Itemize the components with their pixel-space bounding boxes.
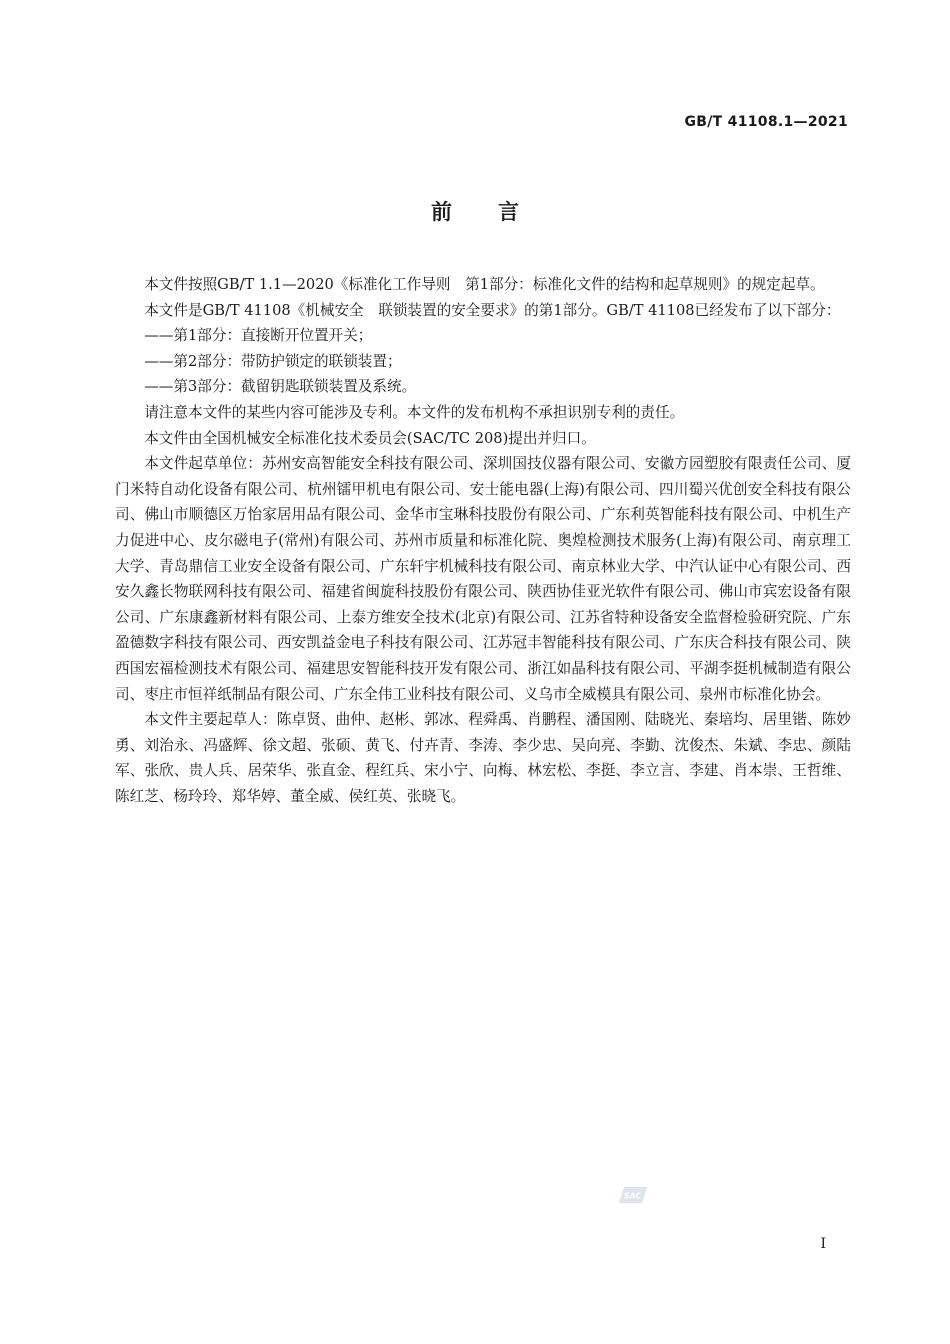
sac-watermark-icon (618, 1184, 648, 1206)
foreword-body (115, 272, 851, 809)
list-item-part-2: ——第2部分：带防护锁定的联锁装置； (144, 352, 402, 370)
watermark-text: SAC (623, 1191, 642, 1201)
paragraph-proposer: 本文件由全国机械安全标准化技术委员会(SAC/TC 208)提出并归口。 (144, 429, 596, 447)
paragraph-drafting-rules: 本文件按照GB/T 1.1—2020《标准化工作导则 第1部分：标准化文件的结构和起草规则》的规定起草。 (144, 276, 825, 293)
paragraph-drafters: 本文件主要起草人：陈卓贤、曲仲、赵彬、郭冰、程舜禹、肖鹏程、潘国刚、陆晓光、秦培均、居里锴、陈妙勇、刘治永、冯盛辉、徐文超、张硕、黄飞、付卉青、李涛、李少忠、吴向亮、李勤、沈俊杰、朱斌、李忠、颜陆军、张欣、贵人兵、居荣华、张直金、程红兵、宋小宁、向梅、林宏松、李挺、李立言、李建、肖本崇、王哲维、陈红芝、杨玲玲、郑华婷、董全威、侯红英、张晓飞。 (115, 711, 851, 805)
list-item-part-1: ——第1部分：直接断开位置开关； (144, 327, 373, 345)
standard-code: GB/T 41108.1—2021 (684, 114, 848, 130)
paragraph-drafting-units: 本文件起草单位：苏州安高智能安全科技有限公司、深圳国技仪器有限公司、安徽方园塑胶有限责任公司、厦门米特自动化设备有限公司、杭州镭甲机电有限公司、安士能电器(上海)有限公司、四川蜀兴优创安全科技有限公司、佛山市顺德区万怡家居用品有限公司、金华市宝琳科技股份有限公司、广东利英智能科技有限公司、中机生产力促进中心、皮尔磁电子(常州)有限公司、苏州市质量和标准化院、奥煌检测技术服务(上海)有限公司、南京理工大学、青岛鼎信工业安全设备有限公司、广东轩宇机械科技有限公司、南京林业大学、中汽认证中心有限公司、西安久鑫长物联网科技有限公司、福建省闽旋科技股份有限公司、陕西协佳亚光软件有限公司、佛山市宾宏设备有限公司、广东康鑫新材料有限公司、上泰方维安全技术(北京)有限公司、江苏省特种设备安全监督检验研究院、广东盈德数字科技有限公司、西安凯益金电子科技有限公司、江苏冠丰智能科技有限公司、广东庆合科技有限公司、陕西国宏福检测技术有限公司、福建思安智能科技开发有限公司、浙江如晶科技有限公司、平湖李挺机械制造有限公司、枣庄市恒祥纸制品有限公司、广东全伟工业科技有限公司、义乌市全威模具有限公司、泉州市标准化协会。 (115, 455, 851, 703)
page-number: I (820, 1236, 826, 1252)
paragraph-patent-notice: 请注意本文件的某些内容可能涉及专利。本文件的发布机构不承担识别专利的责任。 (144, 403, 685, 421)
list-item-part-3: ——第3部分：截留钥匙联锁装置及系统。 (144, 378, 417, 396)
page-title: 前言 (431, 200, 565, 224)
paragraph-series-parts: 本文件是GB/T 41108《机械安全 联锁装置的安全要求》的第1部分。GB/T 41108已经发布了以下部分： (144, 301, 841, 319)
